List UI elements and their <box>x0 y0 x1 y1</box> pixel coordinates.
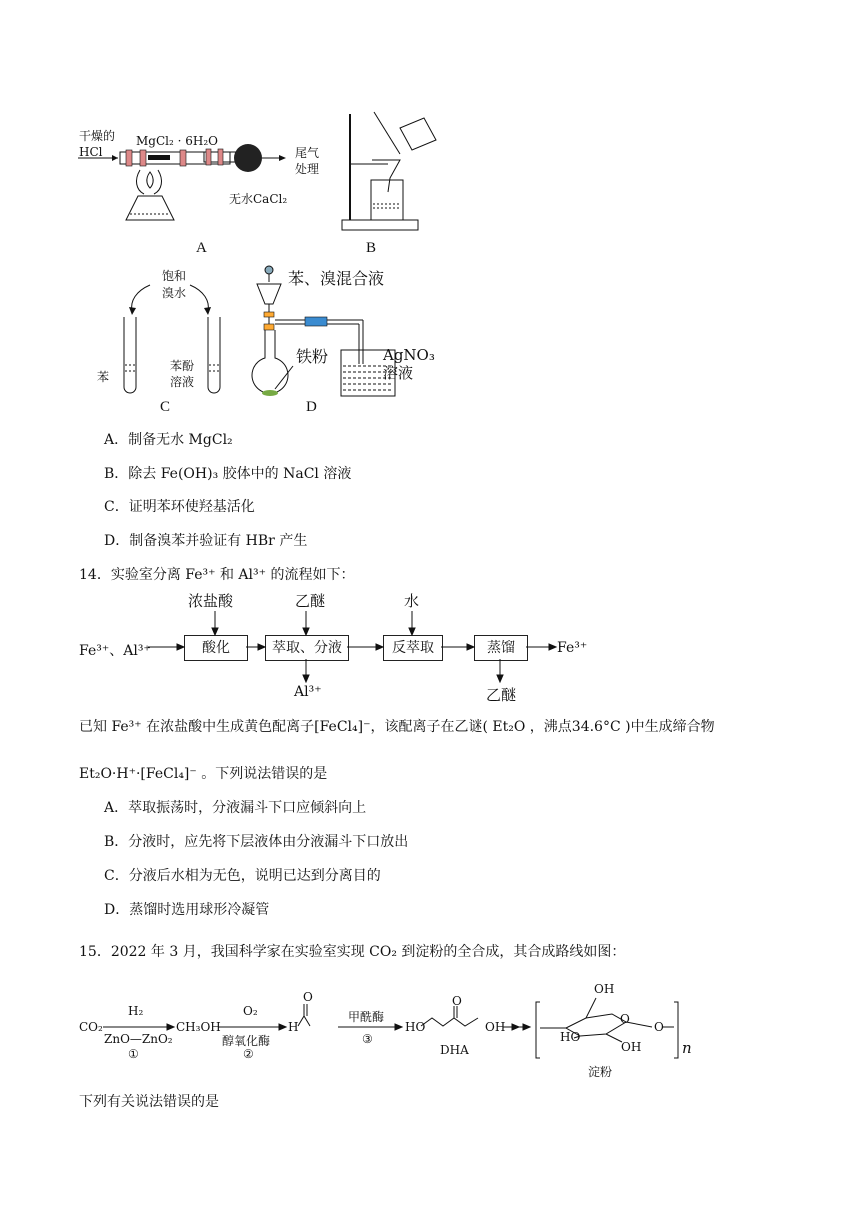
starch-ring-o: O <box>620 1012 630 1026</box>
q14-option-d[interactable]: D．蒸馏时选用球形冷凝管 <box>104 902 270 918</box>
starch-n: n <box>682 1039 692 1057</box>
route-formaldehyde-h: H <box>288 1020 299 1034</box>
fig-a-exhaust-label: 尾气 处理 <box>295 146 320 176</box>
route-ch3oh: CH₃OH <box>176 1020 221 1034</box>
q14-option-a[interactable]: A．萃取振荡时，分液漏斗下口应倾斜向上 <box>104 800 367 816</box>
fig-d-funnel-label: 苯、溴混合液 <box>288 269 385 288</box>
q14-option-b[interactable]: B．分液时，应先将下层液体由分液漏斗下口放出 <box>104 834 409 850</box>
route-h2: H₂ <box>128 1004 144 1018</box>
starch-oh-bottom: OH <box>621 1040 642 1054</box>
fig-c-left-label: 苯 <box>97 370 110 384</box>
flow-input-water: 水 <box>404 592 420 610</box>
fig-c-label: C <box>160 399 171 415</box>
flow-step-extract: 萃取、分液 <box>265 635 349 661</box>
route-o2: O₂ <box>243 1004 258 1018</box>
route-n1: ① <box>128 1047 139 1061</box>
q13-option-b[interactable]: B．除去 Fe(OH)₃ 胶体中的 NaCl 溶液 <box>104 466 352 482</box>
q15-stem: 15．2022 年 3 月，我国科学家在实验室实现 CO₂ 到淀粉的全合成，其合成路线如图： <box>79 944 626 960</box>
fig-a-reagent-label: MgCl₂ · 6H₂O <box>136 134 218 148</box>
fig-d-beaker-label: AgNO₃ 溶液 <box>383 346 435 382</box>
fig-b-label: B <box>366 240 377 256</box>
flow-input-hcl: 浓盐酸 <box>188 592 234 610</box>
route-cat3: 甲酰酶 <box>348 1010 385 1024</box>
flow-step-distill: 蒸馏 <box>474 635 528 661</box>
flow-end: Fe³⁺ <box>557 640 588 656</box>
flow-step-back-extract: 反萃取 <box>383 635 443 661</box>
starch-label: 淀粉 <box>588 1065 613 1079</box>
starch-bridge-o: O <box>654 1020 664 1034</box>
flow-step-acidify: 酸化 <box>184 635 248 661</box>
q14-stem: 14．实验室分离 Fe³⁺ 和 Al³⁺ 的流程如下： <box>79 567 355 583</box>
flow-start: Fe³⁺、Al³⁺ <box>79 643 151 659</box>
starch-oh-top: OH <box>594 982 615 996</box>
q13-option-d[interactable]: D．制备溴苯并验证有 HBr 产生 <box>104 533 308 549</box>
q14-info-line2: Et₂O·H⁺·[FeCl₄]⁻ 。下列说法错误的是 <box>79 766 328 782</box>
route-co2: CO₂ <box>79 1020 103 1034</box>
flow-out-ether: 乙醚 <box>486 686 517 704</box>
q14-option-c[interactable]: C．分液后水相为无色，说明已达到分离目的 <box>104 868 381 884</box>
route-cat2: 醇氧化酶 <box>222 1034 271 1048</box>
flow-arrows <box>0 600 600 690</box>
flow-input-ether: 乙醚 <box>295 592 326 610</box>
q14-info-line1: 已知 Fe³⁺ 在浓盐酸中生成黄色配离子[FeCl₄]⁻，该配离子在乙谜( Et₂O ，沸点34.6°C )中生成缔合物 <box>79 719 715 735</box>
fig-a-drier-label: 无水CaCl₂ <box>229 192 288 206</box>
fig-a-gas-label: 干燥的 HCl <box>79 129 116 159</box>
route-n3: ③ <box>362 1032 373 1046</box>
q15-tail: 下列有关说法错误的是 <box>79 1094 219 1110</box>
synthesis-route-drawing <box>0 980 720 1080</box>
route-formaldehyde-o: O <box>303 990 313 1004</box>
route-dha-label: DHA <box>440 1043 469 1057</box>
fig-c-right-label: 苯酚 溶液 <box>170 359 195 389</box>
fig-a-label: A <box>196 240 207 256</box>
starch-ho: HO <box>560 1030 581 1044</box>
fig-d-flask-label: 铁粉 <box>296 347 329 366</box>
route-dha-o: O <box>452 994 462 1008</box>
route-n2: ② <box>243 1047 254 1061</box>
fig-c-top-label: 饱和 溴水 <box>162 269 187 300</box>
q13-option-c[interactable]: C．证明苯环使羟基活化 <box>104 499 255 515</box>
fig-d-label: D <box>306 399 317 415</box>
route-cat1: ZnO—ZnO₂ <box>104 1032 173 1046</box>
route-dha-ho: HO <box>405 1020 426 1034</box>
q13-option-a[interactable]: A．制备无水 MgCl₂ <box>104 432 233 448</box>
flow-out-al: Al³⁺ <box>294 684 322 700</box>
figure-b-apparatus <box>338 108 448 238</box>
route-dha-oh: OH <box>485 1020 506 1034</box>
